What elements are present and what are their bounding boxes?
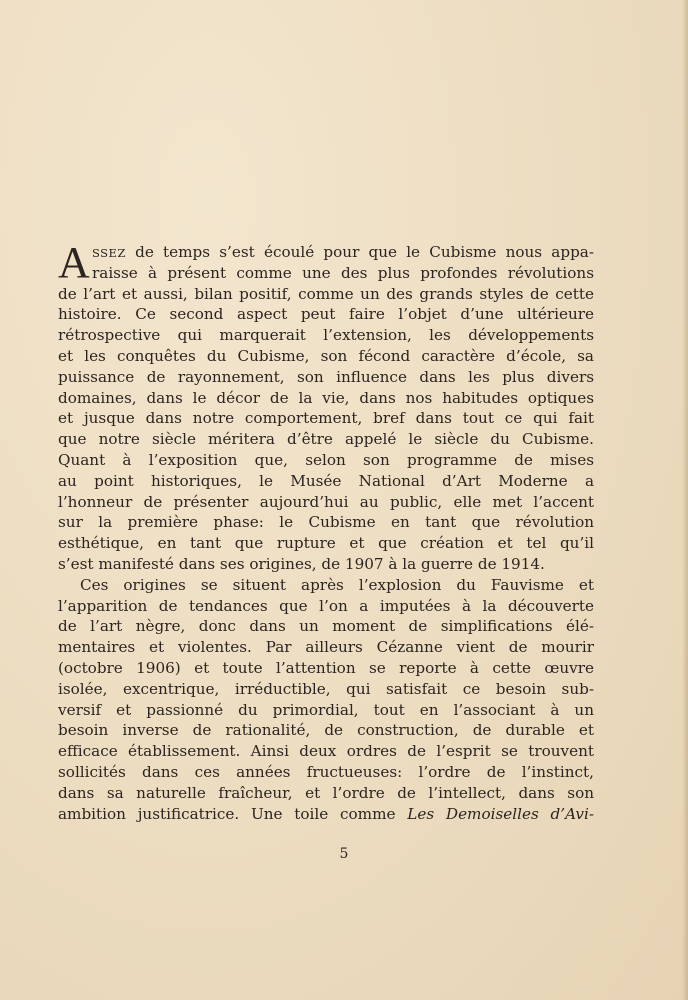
small-caps-word: SSEZ [92, 246, 126, 260]
text-line: versif et passionné du primordial, tout en l’associant à un [58, 700, 594, 719]
text-line [58, 242, 594, 263]
text-line: domaines, dans le décor de la vie, dans nos habitudes optiques [58, 388, 594, 407]
body-text [58, 238, 594, 824]
text-line: histoire. Ce second aspect peut faire l’objet d’une ultérieure [58, 305, 594, 324]
text-line: de l’art et aussi, bilan positif, comme un des grands styles de cette [58, 284, 594, 303]
text-line: l’honneur de présenter aujourd’hui au public, elle met l’accent [58, 492, 594, 511]
text-line: Ces origines se situent après l’explosion du Fauvisme et [80, 575, 594, 594]
text-line: dans sa naturelle fraîcheur, et l’ordre de l’intellect, dans son [58, 783, 594, 802]
paragraph-1 [58, 238, 594, 575]
paragraph-2 [58, 575, 594, 825]
italic-title: Les Demoiselles d’Avi- [407, 804, 594, 823]
text-line: rétrospective qui marquerait l’extension, les développements [58, 326, 594, 345]
text-line: puissance de rayonnement, son influence dans les plus divers [58, 367, 594, 386]
text-line: (octobre 1906) et toute l’attention se reporte à cette œuvre [58, 658, 594, 677]
text-line: Quant à l’exposition que, selon son programme de mises [58, 450, 594, 469]
page-number: 5 [339, 846, 349, 862]
text-line: au point historiques, le Musée National d’Art Moderne a [58, 471, 594, 490]
text-line: de l’art nègre, donc dans un moment de simplifications élé- [58, 617, 594, 636]
text-line: esthétique, en tant que rupture et que création et tel qu’il [58, 534, 594, 553]
text-line: isolée, excentrique, irréductible, qui satisfait ce besoin sub- [58, 679, 594, 698]
text-line: sur la première phase: le Cubisme en tant que révolution [58, 513, 594, 532]
text-line: l’apparition de tendances que l’on a imputées à la découverte [58, 596, 594, 615]
text-line: sollicités dans ces années fructueuses: l’ordre de l’instinct, [58, 762, 594, 781]
text-line: s’est manifesté dans ses origines, de 1907 à la guerre de 1914. [58, 554, 545, 573]
text-line: et jusque dans notre comportement, bref dans tout ce qui fait [58, 409, 594, 428]
text-line: raisse à présent comme une des plus profondes révolutions [92, 263, 594, 282]
text-line: efficace établissement. Ainsi deux ordres de l’esprit se trouvent [58, 742, 594, 761]
text-line: besoin inverse de rationalité, de construction, de durable et [58, 721, 594, 740]
text-line-segment: de temps s’est écoulé pour que le Cubisme nous appa- [125, 243, 594, 261]
drop-cap: A [58, 238, 90, 287]
text-line [58, 804, 594, 825]
text-line: et les conquêtes du Cubisme, son fécond caractère d’école, sa [58, 346, 594, 365]
text-line: que notre siècle méritera d’être appelé le siècle du Cubisme. [58, 430, 594, 449]
text-line: mentaires et violentes. Par ailleurs Cézanne vient de mourir [58, 638, 594, 657]
text-line-segment: ambition justificatrice. Une toile comme [58, 804, 408, 823]
